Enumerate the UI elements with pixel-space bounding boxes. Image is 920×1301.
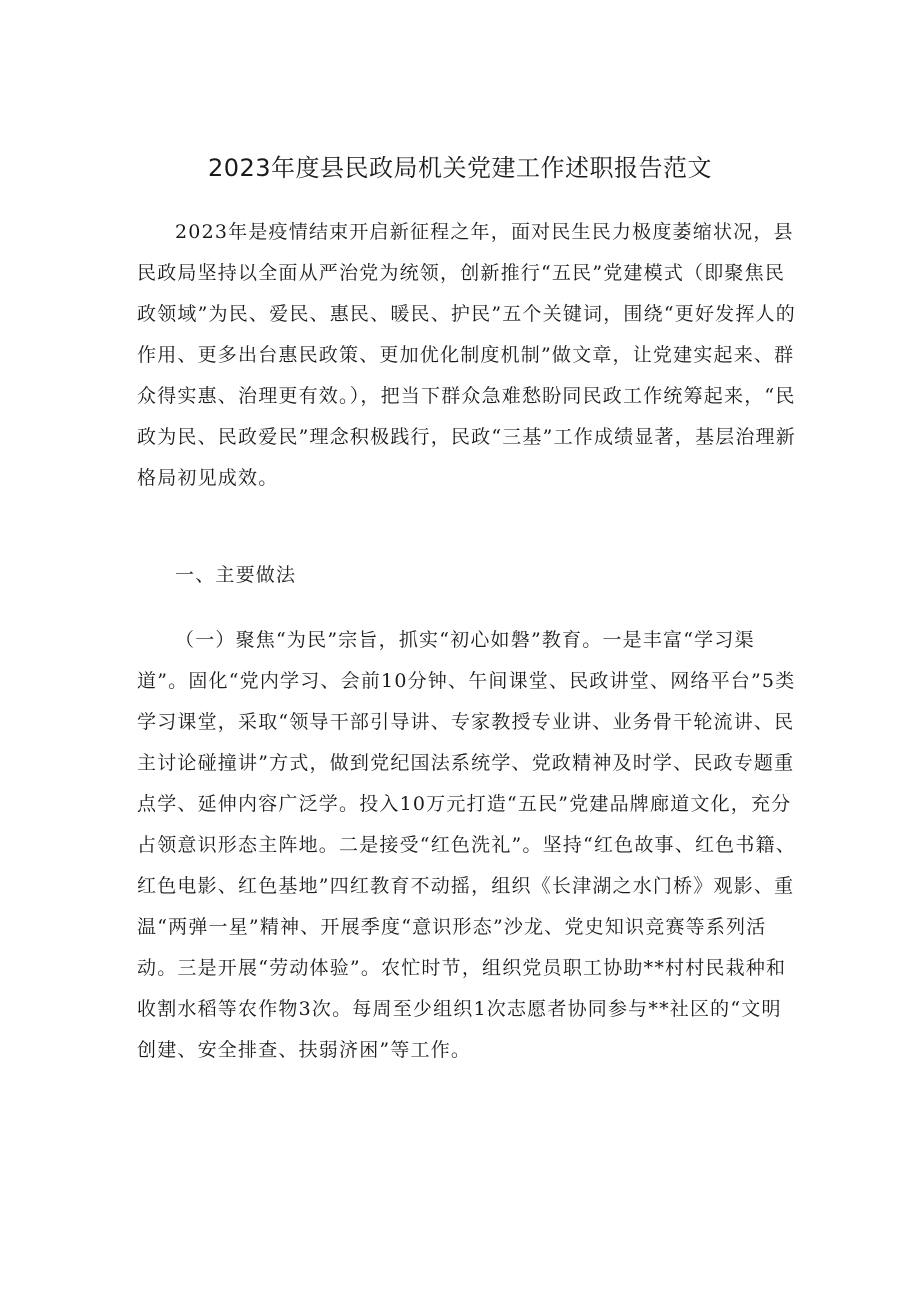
section-heading: 一、主要做法	[175, 564, 297, 586]
document-title: 2023年度县民政局机关党建工作述职报告范文	[207, 154, 713, 182]
section-paragraph: （一）聚焦“为民”宗旨，抓实“初心如磐”教育。一是丰富“学习渠道”。固化“党内学习、会前10分钟、午间课堂、民政讲堂、网络平台”5类学习课堂，采取“领导干部引导讲、专家教授专业讲、业务骨干轮流讲、民主讨论碰撞讲”方式，做到党纪国法系统学、党政精神及时学、民政专题重点学、延伸内容广泛学。投入10万元打造“五民”党建品牌廊道文化，充分占领意识形态主阵地。二是接受“红色洗礼”。坚持“红色故事、红色书籍、红色电影、红色基地”四红教育不动摇，组织《长津湖之水门桥》观影、重温“两弹一星”精神、开展季度“意识形态”沙龙、党史知识竞赛等系列活动。三是开展“劳动体验”。农忙时节，组织党员职工协助**村村民栽种和收割水稻等农作物3次。每周至少组织1次志愿者协同参与**社区的“文明创建、安全排查、扶弱济困”等工作。	[137, 629, 796, 1061]
intro-paragraph: 2023年是疫情结束开启新征程之年，面对民生民力极度萎缩状况，县民政局坚持以全面从严治党为统领，创新推行“五民”党建模式（即聚焦民政领域”为民、爱民、惠民、暖民、护民”五个关键词，围绕“更好发挥人的作用、更多出台惠民政策、更加优化制度机制”做文章，让党建实起来、群众得实惠、治理更有效。），把当下群众急难愁盼同民政工作统筹起来，“民政为民、民政爱民”理念积极践行，民政“三基”工作成绩显著，基层治理新格局初见成效。	[137, 221, 796, 489]
